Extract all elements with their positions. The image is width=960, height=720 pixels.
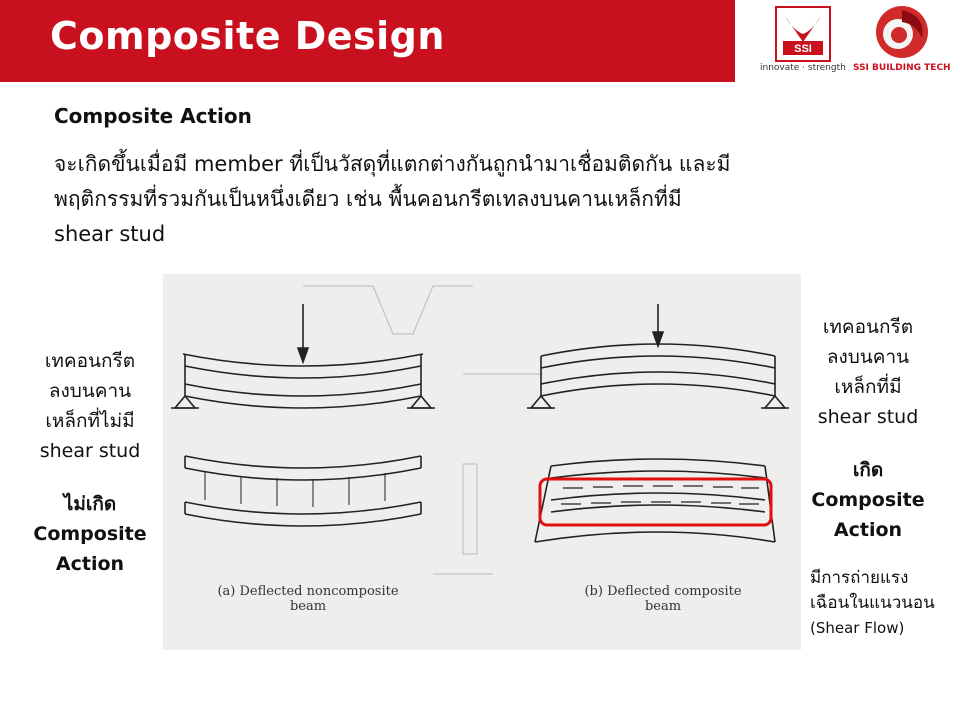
right-result <box>800 455 936 545</box>
caption-b-line-1: (b) Deflected composite <box>584 584 742 599</box>
logo-area <box>735 0 960 82</box>
left-label-line-4: shear stud <box>39 440 141 462</box>
company-name: SSI BUILDING TECH <box>853 63 951 73</box>
note-line-2: เฉือนในแนวนอน <box>810 593 935 613</box>
right-result-line-2: Composite <box>811 489 925 511</box>
left-result-line-2: Composite <box>33 523 147 545</box>
left-label-line-2: ลงบนคาน <box>48 380 132 402</box>
body-line-2: พฤติกรรมที่รวมกันเป็นหนึ่งเดียว เช่น พื้นคอนกรีตเทลงบนคานเหล็กที่มี <box>54 187 682 211</box>
right-label-line-2: ลงบนคาน <box>826 346 910 368</box>
left-result-line-1: ไม่เกิด <box>63 493 117 515</box>
right-result-line-3: Action <box>833 519 903 541</box>
section-heading: Composite Action <box>54 104 252 128</box>
ssi-leaf-icon <box>777 8 829 60</box>
right-result-line-1: เกิด <box>852 459 884 481</box>
right-label-line-1: เทคอนกรีต <box>822 316 914 338</box>
body-line-3: shear stud <box>54 222 166 246</box>
caption-a-line-2: beam <box>289 599 327 614</box>
ssi-logo <box>775 6 831 62</box>
header-bar <box>0 0 735 82</box>
ssi-logo-text: SSI <box>794 43 812 55</box>
left-label <box>22 346 158 466</box>
left-label-line-3: เหล็กที่ไม่มี <box>45 410 135 432</box>
note-line-3: (Shear Flow) <box>810 619 905 637</box>
left-result <box>20 489 160 579</box>
caption-a <box>203 584 413 614</box>
shear-flow-note <box>810 566 950 641</box>
caption-b-line-2: beam <box>644 599 682 614</box>
caption-a-line-1: (a) Deflected noncomposite <box>217 584 399 599</box>
note-line-1: มีการถ่ายแรง <box>810 568 909 588</box>
right-label <box>800 312 936 432</box>
caption-b <box>563 584 763 614</box>
body-line-1: จะเกิดขึ้นเมื่อมี member ที่เป็นวัสดุที่แตกต่างกันถูกนำมาเชื่อมติดกัน และมี <box>54 152 731 176</box>
right-label-line-3: เหล็กที่มี <box>834 376 902 398</box>
page-title: Composite Design <box>50 14 445 58</box>
left-label-line-1: เทคอนกรีต <box>44 350 136 372</box>
left-result-line-3: Action <box>55 553 125 575</box>
building-tech-logo-icon <box>868 4 936 60</box>
beam-figure <box>163 274 801 650</box>
body-paragraph <box>54 147 874 252</box>
background-faint-drawing <box>303 286 543 574</box>
right-label-line-4: shear stud <box>817 406 919 428</box>
tagline: innovate · strength <box>760 63 846 73</box>
